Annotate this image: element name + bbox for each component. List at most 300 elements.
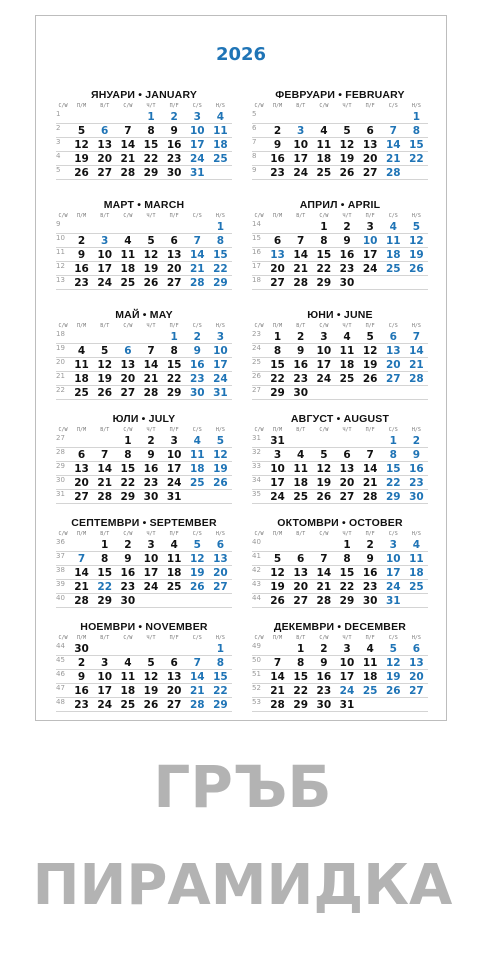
day-cell: 22 (143, 153, 159, 165)
day-cell: 8 (320, 235, 328, 247)
day-cell: 29 (97, 595, 113, 607)
day-cell (405, 594, 428, 608)
day-cell: 14 (293, 249, 309, 261)
day-cell: 11 (120, 249, 136, 261)
day-cell (209, 594, 232, 608)
weekday-label: С/S (388, 213, 398, 219)
weekday-label: П/M (77, 213, 87, 219)
day-cell (266, 538, 289, 552)
day-cell: 10 (362, 235, 378, 247)
day-cell: 19 (143, 263, 159, 275)
week-row (252, 670, 428, 684)
day-cell: 22 (166, 373, 182, 385)
day-cell: 13 (166, 671, 182, 683)
day-cell: 8 (147, 125, 155, 137)
day-cell: 17 (213, 359, 228, 371)
day-cell: 7 (101, 449, 109, 461)
week-number: 23 (252, 330, 261, 338)
day-cell: 21 (120, 153, 136, 165)
day-cell: 16 (339, 249, 355, 261)
month-title: АПРИЛ • APRIL (299, 199, 381, 211)
day-cell: 30 (409, 491, 424, 503)
day-cell: 25 (409, 581, 424, 593)
day-cell: 15 (316, 249, 332, 261)
day-cell: 13 (385, 345, 401, 357)
day-cell: 23 (74, 277, 89, 289)
day-cell: 19 (409, 249, 424, 261)
day-cell: 12 (74, 139, 89, 151)
weekday-label: С/S (192, 103, 202, 109)
day-cell (163, 594, 186, 608)
day-cell: 26 (409, 263, 424, 275)
day-cell: 18 (166, 567, 182, 579)
weekday-header (56, 102, 232, 110)
day-cell: 29 (120, 491, 136, 503)
week-row (252, 594, 428, 608)
day-cell: 1 (170, 331, 178, 343)
day-cell: 5 (101, 345, 109, 357)
day-cell: 12 (362, 345, 378, 357)
weekday-label: Н/S (215, 103, 225, 109)
week-number: 50 (252, 656, 261, 664)
weekday-label: В/T (100, 427, 110, 433)
weekday-label: П/M (273, 323, 283, 329)
weekday-label: Ч/T (146, 635, 156, 641)
day-cell: 27 (213, 581, 228, 593)
day-cell: 15 (143, 139, 159, 151)
weekday-label: Ч/T (342, 427, 352, 433)
day-cell (139, 594, 162, 608)
day-cell: 18 (339, 359, 355, 371)
day-cell: 27 (409, 685, 424, 697)
day-cell: 19 (339, 153, 355, 165)
day-cell (70, 538, 93, 552)
day-cell: 8 (343, 553, 351, 565)
week-row (56, 580, 232, 594)
day-cell: 1 (124, 435, 132, 447)
day-cell: 3 (343, 643, 351, 655)
day-cell: 5 (412, 221, 421, 233)
week-number: 18 (252, 276, 261, 284)
day-cell: 4 (193, 435, 201, 447)
day-cell: 27 (97, 167, 113, 179)
day-cell: 11 (362, 657, 378, 669)
day-cell (382, 276, 405, 290)
week-row (56, 358, 232, 372)
day-cell: 20 (166, 685, 182, 697)
day-cell (163, 220, 186, 234)
day-cell (312, 386, 335, 400)
day-cell: 5 (77, 125, 86, 137)
week-number: 53 (252, 698, 261, 706)
day-cell: 7 (124, 125, 132, 137)
day-cell: 4 (366, 643, 374, 655)
weekday-label: С/W (58, 635, 68, 641)
day-cell: 4 (124, 235, 132, 247)
weekday-label: П/M (273, 531, 283, 537)
weekday-label: П/M (77, 323, 87, 329)
day-cell: 23 (166, 153, 182, 165)
day-cell: 25 (120, 277, 136, 289)
day-cell: 4 (170, 539, 178, 551)
weekday-label: В/T (100, 103, 110, 109)
weekday-label: С/W (123, 323, 133, 329)
week-row (56, 248, 232, 262)
day-cell: 20 (74, 477, 89, 489)
week-row (252, 656, 428, 670)
weekday-label: П/F (365, 213, 375, 219)
week-row (56, 448, 232, 462)
day-cell: 27 (166, 277, 182, 289)
weekday-label: Н/S (215, 635, 225, 641)
day-cell: 12 (143, 249, 159, 261)
week-row (252, 566, 428, 580)
week-number: 28 (56, 448, 65, 456)
day-cell: 7 (273, 657, 282, 669)
weekday-label: П/F (365, 427, 375, 433)
week-row (56, 684, 232, 698)
day-cell: 22 (409, 153, 424, 165)
day-cell (163, 642, 186, 656)
day-cell: 22 (293, 685, 309, 697)
day-cell: 4 (124, 657, 132, 669)
day-cell: 20 (293, 581, 309, 593)
week-number: 15 (252, 234, 261, 242)
day-cell: 21 (409, 359, 424, 371)
day-cell: 31 (339, 699, 355, 711)
day-cell: 8 (101, 553, 109, 565)
day-cell (289, 434, 312, 448)
day-cell: 30 (143, 491, 159, 503)
day-cell: 8 (389, 449, 397, 461)
day-cell: 31 (385, 595, 401, 607)
weekday-label: В/T (296, 103, 306, 109)
day-cell: 31 (270, 435, 285, 447)
day-cell: 10 (143, 553, 159, 565)
day-cell: 28 (120, 167, 136, 179)
day-cell: 24 (385, 581, 401, 593)
month-title: ЮНИ • JUNE (307, 309, 373, 321)
day-cell: 28 (189, 277, 205, 289)
day-cell: 27 (362, 167, 378, 179)
day-cell: 18 (293, 477, 309, 489)
week-number: 29 (56, 462, 65, 470)
day-cell: 14 (409, 345, 424, 357)
weekday-label: С/W (58, 427, 68, 433)
week-row (252, 152, 428, 166)
day-cell: 5 (147, 657, 155, 669)
weekday-label: В/T (296, 323, 306, 329)
week-row (56, 476, 232, 490)
day-cell: 6 (343, 449, 351, 461)
weekday-label: П/F (169, 213, 179, 219)
weekday-label: П/M (273, 103, 283, 109)
day-cell: 19 (362, 359, 378, 371)
day-cell: 2 (343, 221, 351, 233)
day-cell (209, 490, 232, 504)
week-number: 42 (252, 566, 261, 574)
day-cell: 7 (320, 553, 328, 565)
day-cell: 17 (97, 263, 113, 275)
day-cell: 30 (293, 387, 309, 399)
day-cell: 23 (120, 581, 136, 593)
week-row (252, 262, 428, 276)
weekday-label: С/S (192, 427, 202, 433)
day-cell: 6 (101, 125, 109, 137)
day-cell: 9 (412, 449, 421, 461)
week-row (252, 448, 428, 462)
day-cell: 30 (189, 387, 205, 399)
day-cell: 28 (270, 699, 285, 711)
day-cell: 18 (362, 671, 378, 683)
weekday-label: С/W (254, 323, 264, 329)
day-cell (359, 276, 382, 290)
day-cell: 26 (385, 685, 401, 697)
day-cell: 21 (362, 477, 378, 489)
day-cell: 9 (170, 125, 178, 137)
day-cell: 26 (316, 491, 332, 503)
weekday-label: В/T (100, 531, 110, 537)
day-cell: 22 (120, 477, 136, 489)
week-number: 48 (56, 698, 65, 706)
day-cell: 13 (362, 139, 378, 151)
day-cell: 26 (143, 699, 159, 711)
day-cell: 28 (189, 699, 205, 711)
day-cell: 10 (97, 671, 113, 683)
day-cell: 26 (362, 373, 378, 385)
day-cell: 22 (385, 477, 401, 489)
weekday-label: П/M (77, 531, 87, 537)
day-cell (116, 110, 139, 124)
day-cell (93, 110, 116, 124)
day-cell: 11 (293, 463, 309, 475)
day-cell: 17 (189, 139, 205, 151)
week-row (56, 490, 232, 504)
day-cell (139, 330, 162, 344)
day-cell: 12 (270, 567, 285, 579)
day-cell: 7 (389, 125, 397, 137)
day-cell: 21 (189, 263, 205, 275)
day-cell: 2 (147, 435, 155, 447)
weekday-label: Ч/T (146, 427, 156, 433)
day-cell: 6 (273, 235, 282, 247)
month-block (56, 413, 232, 505)
day-cell: 23 (270, 167, 285, 179)
weekday-label: С/W (58, 103, 68, 109)
day-cell: 16 (293, 359, 309, 371)
week-number: 30 (56, 476, 65, 484)
day-cell: 16 (74, 263, 89, 275)
week-number: 37 (56, 552, 65, 560)
week-number: 14 (252, 220, 261, 228)
day-cell: 6 (216, 539, 225, 551)
day-cell (209, 166, 232, 180)
week-number: 52 (252, 684, 261, 692)
week-row (252, 166, 428, 180)
day-cell: 24 (270, 491, 285, 503)
week-number: 26 (252, 372, 261, 380)
day-cell: 8 (297, 657, 305, 669)
week-number: 51 (252, 670, 261, 678)
day-cell: 26 (143, 277, 159, 289)
weekday-label: Ч/T (146, 213, 156, 219)
day-cell (139, 642, 162, 656)
day-cell: 23 (409, 477, 424, 489)
day-cell: 20 (270, 263, 285, 275)
day-cell: 23 (316, 685, 332, 697)
week-row (252, 490, 428, 504)
weekday-label: С/W (123, 427, 133, 433)
day-cell: 11 (166, 553, 182, 565)
day-cell: 18 (213, 139, 228, 151)
week-row (56, 124, 232, 138)
weekday-header (252, 322, 428, 330)
day-cell: 23 (189, 373, 205, 385)
day-cell: 28 (293, 277, 309, 289)
week-number: 40 (252, 538, 261, 546)
week-number: 6 (252, 124, 257, 132)
day-cell: 29 (270, 387, 285, 399)
day-cell (186, 220, 209, 234)
weekday-label: П/F (169, 427, 179, 433)
day-cell: 25 (189, 477, 205, 489)
day-cell (382, 386, 405, 400)
day-cell: 13 (213, 553, 228, 565)
day-cell: 24 (316, 373, 332, 385)
day-cell: 5 (273, 553, 282, 565)
day-cell (359, 110, 382, 124)
day-cell (335, 386, 358, 400)
day-cell: 15 (166, 359, 182, 371)
day-cell (266, 220, 289, 234)
week-number: 9 (56, 220, 61, 228)
day-cell: 29 (213, 277, 228, 289)
day-cell: 29 (143, 167, 159, 179)
day-cell: 13 (97, 139, 113, 151)
week-row (252, 234, 428, 248)
weekday-header (252, 212, 428, 220)
calendar-card (35, 15, 447, 721)
day-cell: 10 (385, 553, 401, 565)
day-cell: 5 (320, 449, 328, 461)
day-cell: 19 (385, 671, 401, 683)
weekday-header (252, 530, 428, 538)
week-row (252, 344, 428, 358)
week-number: 10 (56, 234, 65, 242)
month-title: ДЕКЕМВРИ • DECEMBER (273, 621, 407, 633)
day-cell: 17 (166, 463, 182, 475)
week-row (56, 152, 232, 166)
weekday-header (252, 426, 428, 434)
weekday-header (252, 102, 428, 110)
day-cell: 3 (389, 539, 397, 551)
day-cell (405, 386, 428, 400)
day-cell (266, 642, 289, 656)
day-cell: 24 (213, 373, 228, 385)
day-cell (359, 386, 382, 400)
weekday-label: В/T (100, 213, 110, 219)
day-cell: 24 (97, 699, 113, 711)
day-cell: 13 (339, 463, 355, 475)
week-number: 4 (56, 152, 61, 160)
month-block (252, 199, 428, 291)
day-cell: 21 (74, 581, 89, 593)
day-cell: 6 (389, 331, 397, 343)
day-cell: 14 (385, 139, 401, 151)
week-number: 46 (56, 670, 65, 678)
day-cell: 5 (216, 435, 225, 447)
week-number: 45 (56, 656, 65, 664)
day-cell: 15 (293, 671, 309, 683)
day-cell: 25 (362, 685, 378, 697)
week-row (252, 434, 428, 448)
day-cell: 2 (366, 539, 374, 551)
weekday-label: П/M (77, 427, 87, 433)
day-cell: 25 (339, 373, 355, 385)
week-row (252, 110, 428, 124)
day-cell: 26 (339, 167, 355, 179)
day-cell: 8 (170, 345, 178, 357)
day-cell: 2 (77, 657, 86, 669)
day-cell: 3 (297, 125, 305, 137)
week-number: 2 (56, 124, 61, 132)
weekday-label: С/S (192, 323, 202, 329)
week-row (56, 138, 232, 152)
day-cell: 10 (293, 139, 309, 151)
day-cell: 13 (409, 657, 424, 669)
day-cell: 10 (189, 125, 205, 137)
day-cell: 15 (270, 359, 285, 371)
day-cell: 3 (273, 449, 282, 461)
day-cell: 7 (147, 345, 155, 357)
day-cell: 7 (412, 331, 421, 343)
day-cell: 23 (143, 477, 159, 489)
weekday-label: П/F (169, 531, 179, 537)
week-number: 40 (56, 594, 65, 602)
weekday-label: С/W (254, 427, 264, 433)
day-cell: 7 (193, 235, 201, 247)
weekday-label: С/W (254, 103, 264, 109)
day-cell: 12 (385, 657, 401, 669)
day-cell: 22 (270, 373, 285, 385)
day-cell: 17 (143, 567, 159, 579)
week-row (252, 580, 428, 594)
day-cell: 17 (97, 685, 113, 697)
weekday-label: В/T (296, 213, 306, 219)
day-cell: 14 (74, 567, 89, 579)
day-cell: 8 (273, 345, 282, 357)
day-cell: 16 (120, 567, 136, 579)
day-cell: 11 (339, 345, 355, 357)
day-cell: 20 (97, 153, 113, 165)
week-row (56, 594, 232, 608)
day-cell: 23 (362, 581, 378, 593)
week-number: 41 (252, 552, 261, 560)
day-cell: 21 (97, 477, 113, 489)
month-title: ЮЛИ • JULY (112, 413, 176, 425)
week-row (252, 372, 428, 386)
day-cell: 25 (293, 491, 309, 503)
week-row (252, 358, 428, 372)
day-cell: 2 (77, 235, 86, 247)
day-cell: 4 (320, 125, 328, 137)
month-title: МАРТ • MARCH (103, 199, 185, 211)
day-cell (186, 642, 209, 656)
day-cell: 16 (143, 463, 159, 475)
day-cell: 20 (120, 373, 136, 385)
day-cell: 5 (366, 331, 374, 343)
day-cell: 18 (120, 263, 136, 275)
